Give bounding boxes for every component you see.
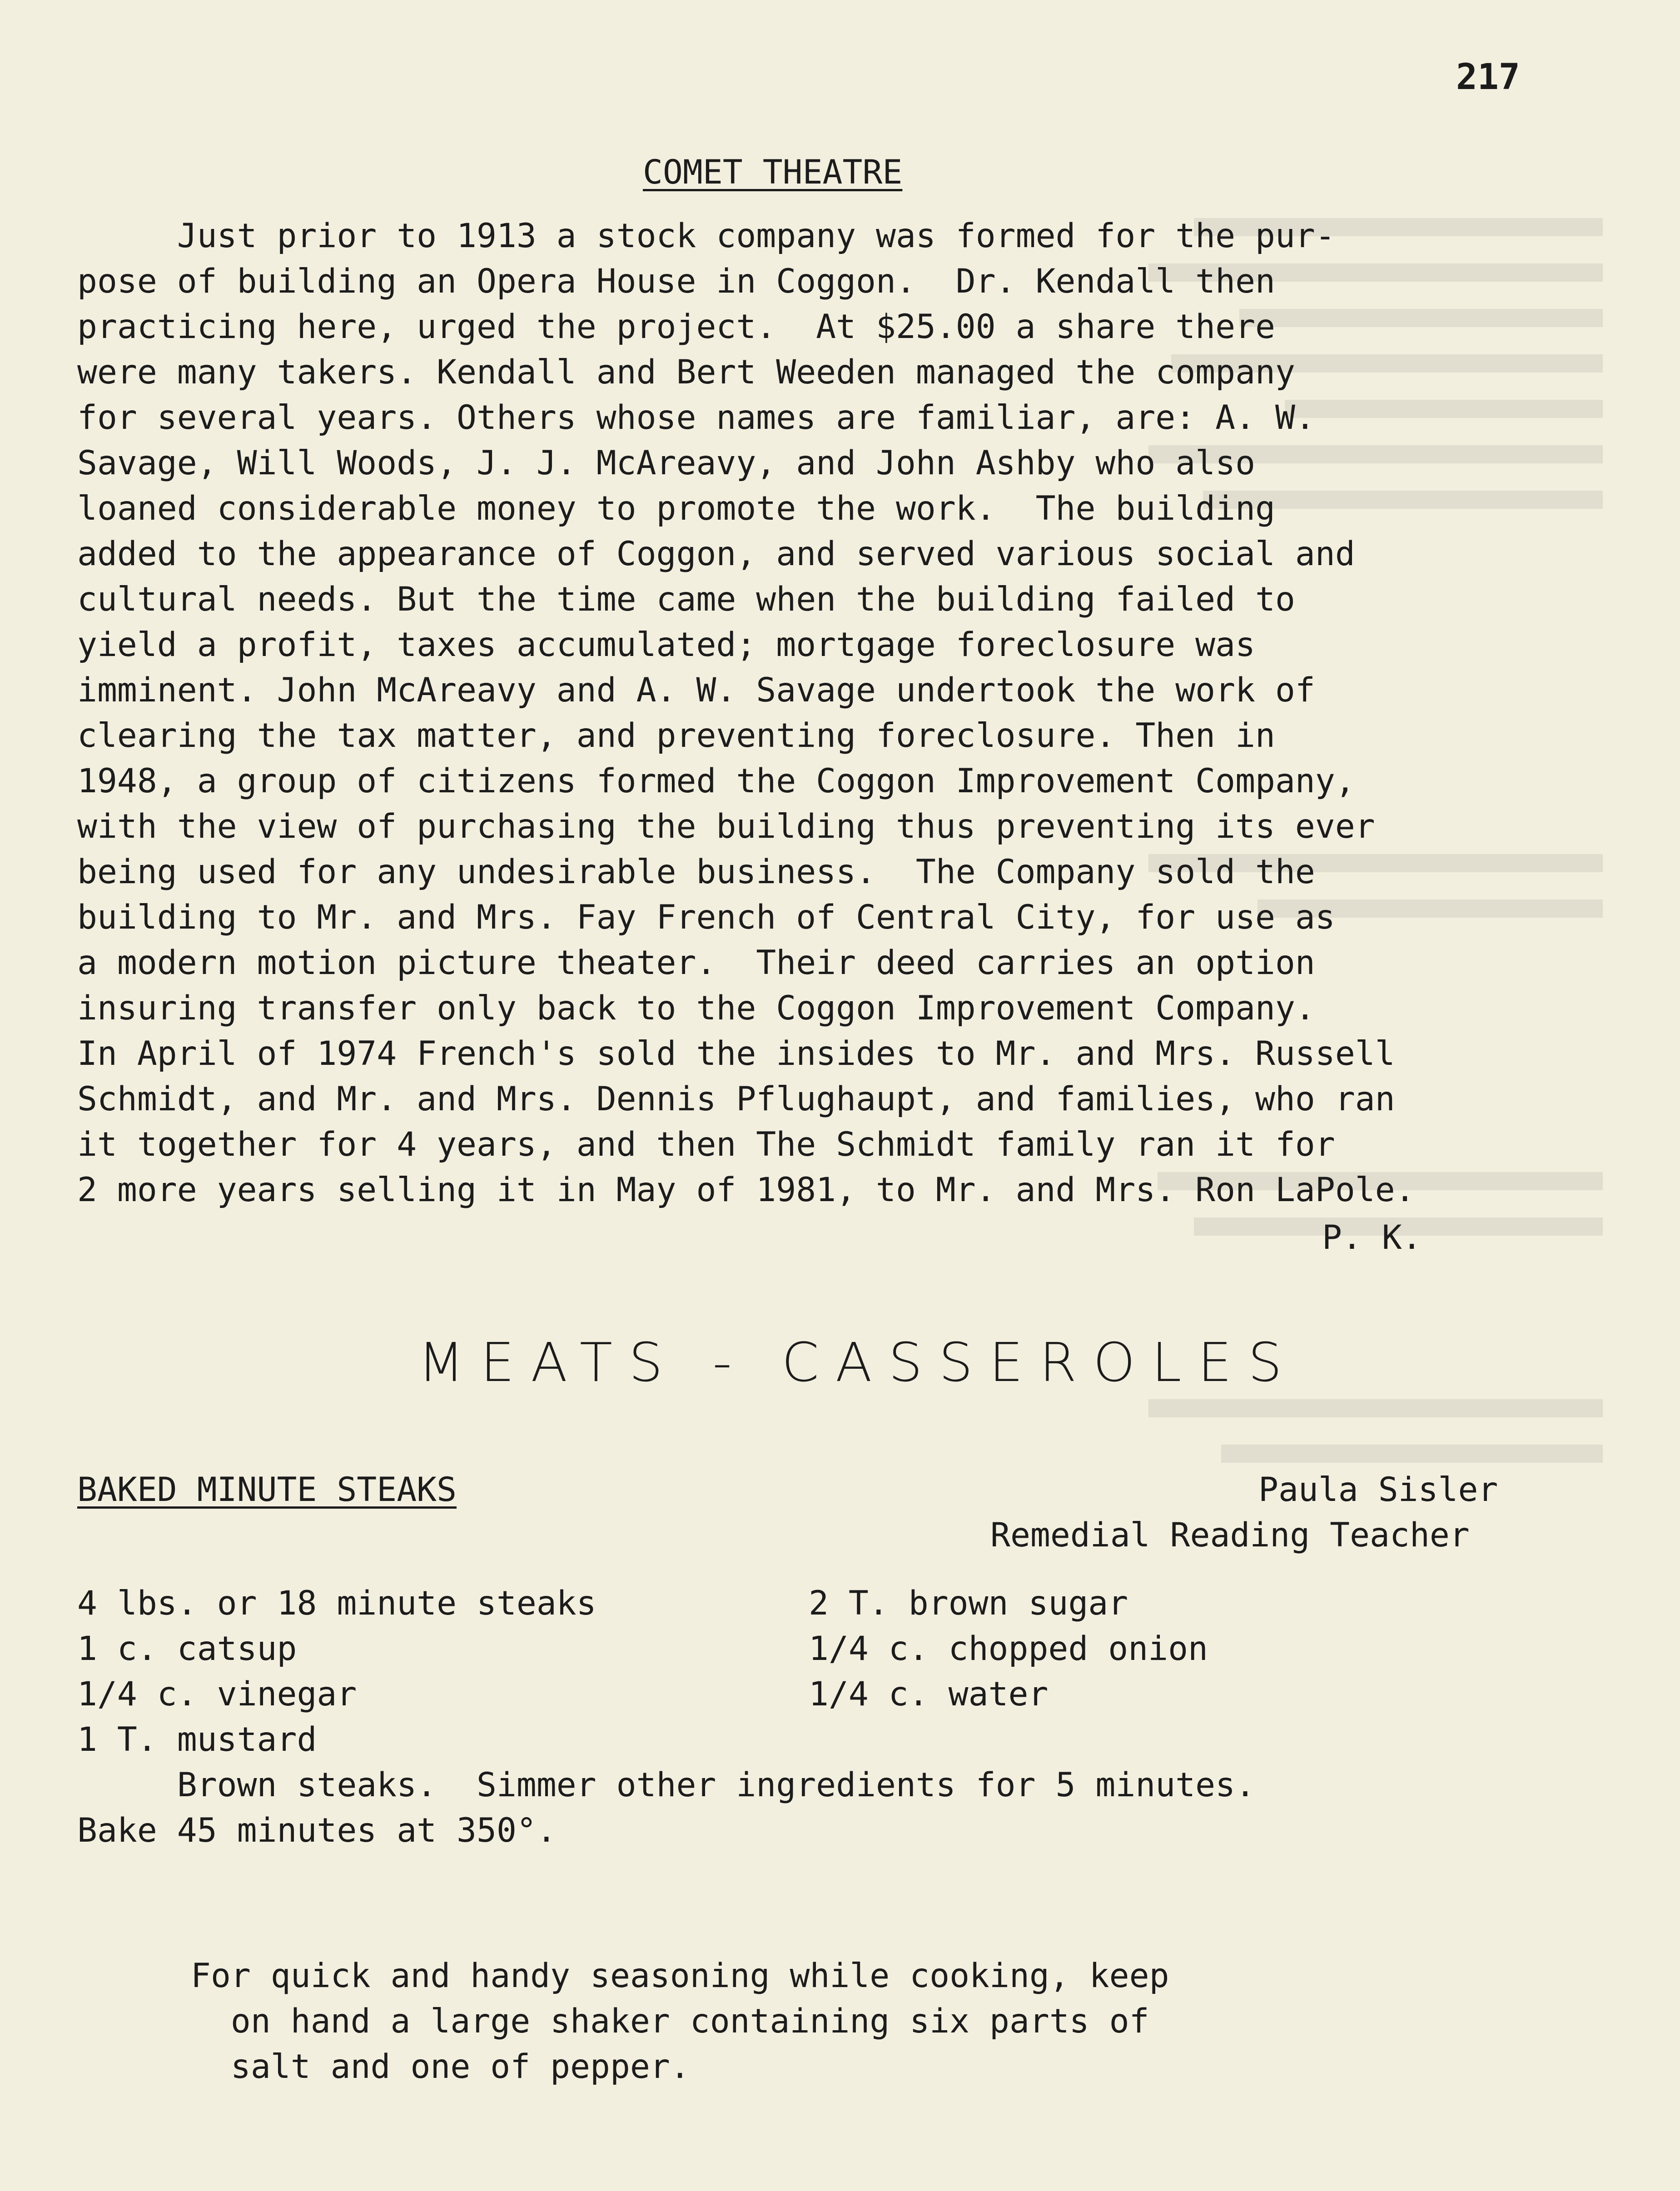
comet-line: for several years. Others whose names are familiar, are: A. W.: [77, 398, 1315, 437]
comet-line: a modern motion picture theater. Their deed carries an option: [77, 944, 1315, 982]
comet-line: clearing the tax matter, and preventing foreclosure. Then in: [77, 716, 1275, 755]
tip-line: on hand a large shaker containing six parts of: [191, 2002, 1149, 2041]
comet-line: pose of building an Opera House in Coggon. Dr. Kendall then: [77, 262, 1275, 301]
recipe-author: Paula Sisler: [1258, 1471, 1498, 1509]
ingredient-item: 1/4 c. vinegar: [77, 1675, 357, 1714]
comet-line: were many takers. Kendall and Bert Weeden managed the company: [77, 353, 1295, 392]
ingredient-item: 1/4 c. water: [809, 1675, 1049, 1714]
comet-line: imminent. John McAreavy and A. W. Savage undertook the work of: [77, 671, 1315, 710]
comet-line: added to the appearance of Coggon, and served various social and: [77, 535, 1355, 573]
comet-line: being used for any undesirable business. The Company sold the: [77, 853, 1315, 891]
comet-line: 2 more years selling it in May of 1981, to Mr. and Mrs. Ron LaPole.: [77, 1171, 1415, 1209]
comet-line: Savage, Will Woods, J. J. McAreavy, and John Ashby who also: [77, 444, 1256, 482]
comet-line: practicing here, urged the project. At $25.00 a share there: [77, 308, 1275, 346]
section-title: MEATS - CASSEROLES: [418, 1331, 1299, 1394]
direction-line: Bake 45 minutes at 350°.: [77, 1811, 557, 1850]
comet-line: building to Mr. and Mrs. Fay French of Central City, for use as: [77, 898, 1335, 937]
comet-line: it together for 4 years, and then The Schmidt family ran it for: [77, 1125, 1335, 1164]
comet-line: cultural needs. But the time came when the building failed to: [77, 580, 1295, 619]
comet-line: with the view of purchasing the building thus preventing its ever: [77, 807, 1375, 846]
comet-signature: P. K.: [1322, 1218, 1422, 1257]
comet-line: yield a profit, taxes accumulated; mortgage foreclosure was: [77, 626, 1256, 664]
direction-line: Brown steaks. Simmer other ingredients for 5 minutes.: [77, 1766, 1256, 1804]
ingredient-item: 1 T. mustard: [77, 1720, 317, 1759]
page-number: 217: [1456, 57, 1520, 98]
comet-line: Schmidt, and Mr. and Mrs. Dennis Pflughaupt, and families, who ran: [77, 1080, 1395, 1118]
ingredient-item: 1 c. catsup: [77, 1630, 297, 1668]
tip-line: salt and one of pepper.: [191, 2047, 690, 2086]
tip-line: For quick and handy seasoning while cooking, keep: [191, 1957, 1169, 1995]
ingredient-item: 1/4 c. chopped onion: [809, 1630, 1208, 1668]
comet-title: COMET THEATRE: [643, 153, 903, 192]
comet-line: Just prior to 1913 a stock company was formed for the pur-: [77, 217, 1335, 255]
comet-line: 1948, a group of citizens formed the Coggon Improvement Company,: [77, 762, 1355, 800]
recipe-title: BAKED MINUTE STEAKS: [77, 1471, 457, 1509]
recipe-author-role: Remedial Reading Teacher: [990, 1516, 1470, 1555]
comet-line: loaned considerable money to promote the work. The building: [77, 489, 1275, 528]
comet-line: In April of 1974 French's sold the insides to Mr. and Mrs. Russell: [77, 1034, 1395, 1073]
ingredient-item: 2 T. brown sugar: [809, 1584, 1128, 1623]
comet-line: insuring transfer only back to the Coggon Improvement Company.: [77, 989, 1315, 1028]
ingredient-item: 4 lbs. or 18 minute steaks: [77, 1584, 596, 1623]
